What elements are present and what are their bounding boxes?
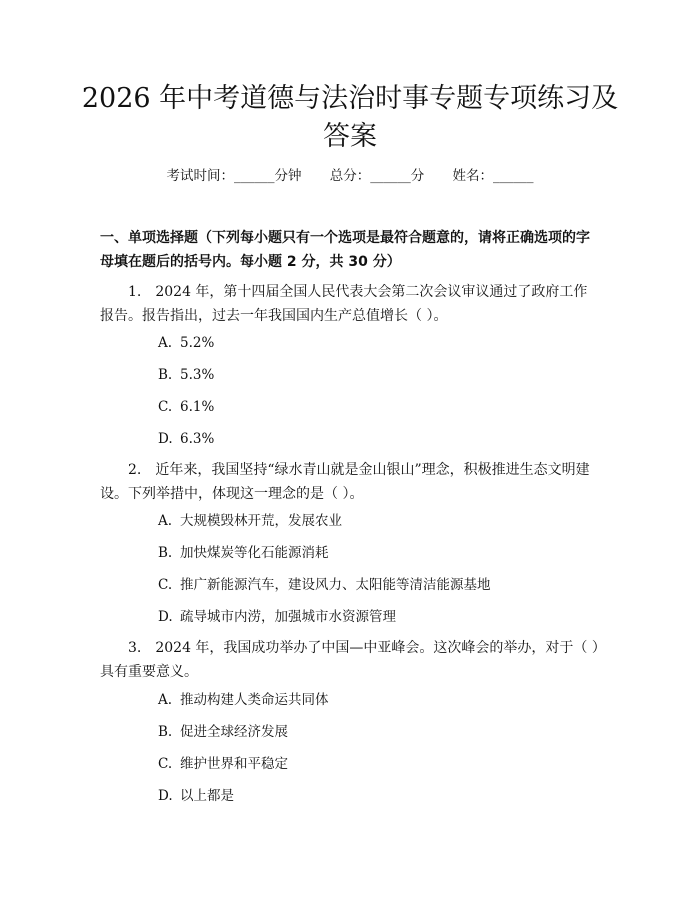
option-letter: D. bbox=[158, 609, 173, 625]
document-title: 2026 年中考道德与法治时事专题专项练习及答案 bbox=[81, 83, 619, 152]
option-text: 以上都是 bbox=[180, 788, 234, 804]
question-3-option-b bbox=[158, 722, 598, 742]
question-2-option-d bbox=[158, 607, 598, 627]
question-1-stem: 1. 2024 年，第十四届全国人民代表大会第二次会议审议通过了政府工作报告。报告指出，过去一年我国国内生产总值增长（ ）。 bbox=[100, 284, 588, 324]
option-text: 6.1% bbox=[180, 399, 215, 415]
question-3-stem: 3. 2024 年，我国成功举办了中国—中亚峰会。这次峰会的举办，对于（ ）具有重要意义。 bbox=[100, 640, 599, 680]
option-text: 大规模毁林开荒，发展农业 bbox=[180, 513, 342, 529]
option-letter: A. bbox=[158, 335, 173, 351]
question-3-option-c bbox=[158, 754, 598, 774]
option-letter: C. bbox=[158, 577, 173, 593]
question-1-option-d bbox=[158, 429, 598, 449]
section-heading: 一、单项选择题（下列每小题只有一个选项是最符合题意的，请将正确选项的字母填在题后的括号内。每小题 2 分，共 30 分） bbox=[100, 230, 590, 270]
option-text: 5.3% bbox=[180, 367, 215, 383]
option-text: 推动构建人类命运共同体 bbox=[180, 692, 329, 708]
question-3-option-d bbox=[158, 786, 598, 806]
option-letter: D. bbox=[158, 431, 173, 447]
question-1-option-b bbox=[158, 365, 598, 385]
option-letter: C. bbox=[158, 399, 173, 415]
total-score-field: 总分：______分 bbox=[329, 168, 425, 184]
option-text: 疏导城市内涝，加强城市水资源管理 bbox=[180, 609, 396, 625]
option-letter: A. bbox=[158, 692, 173, 708]
option-letter: D. bbox=[158, 788, 173, 804]
option-letter: A. bbox=[158, 513, 173, 529]
question-2-stem: 2. 近年来，我国坚持“绿水青山就是金山银山”理念，积极推进生态文明建设。下列举措中，体现这一理念的是（ ）。 bbox=[100, 462, 590, 502]
question-2-option-c bbox=[158, 575, 598, 595]
option-letter: B. bbox=[158, 724, 173, 740]
exam-meta bbox=[0, 166, 700, 186]
option-text: 维护世界和平稳定 bbox=[180, 756, 288, 772]
question-3-option-a bbox=[158, 690, 598, 710]
option-letter: B. bbox=[158, 367, 173, 383]
question-1-option-c bbox=[158, 397, 598, 417]
question-1-option-a bbox=[158, 333, 598, 353]
option-letter: C. bbox=[158, 756, 173, 772]
option-letter: B. bbox=[158, 545, 173, 561]
option-text: 5.2% bbox=[180, 335, 215, 351]
option-text: 推广新能源汽车，建设风力、太阳能等清洁能源基地 bbox=[180, 577, 491, 593]
question-2-option-a bbox=[158, 511, 598, 531]
student-name-field: 姓名：______ bbox=[452, 168, 534, 184]
question-2-option-b bbox=[158, 543, 598, 563]
option-text: 6.3% bbox=[180, 431, 215, 447]
exam-time-field: 考试时间：______分钟 bbox=[166, 168, 302, 184]
option-text: 加快煤炭等化石能源消耗 bbox=[180, 545, 329, 561]
option-text: 促进全球经济发展 bbox=[180, 724, 288, 740]
